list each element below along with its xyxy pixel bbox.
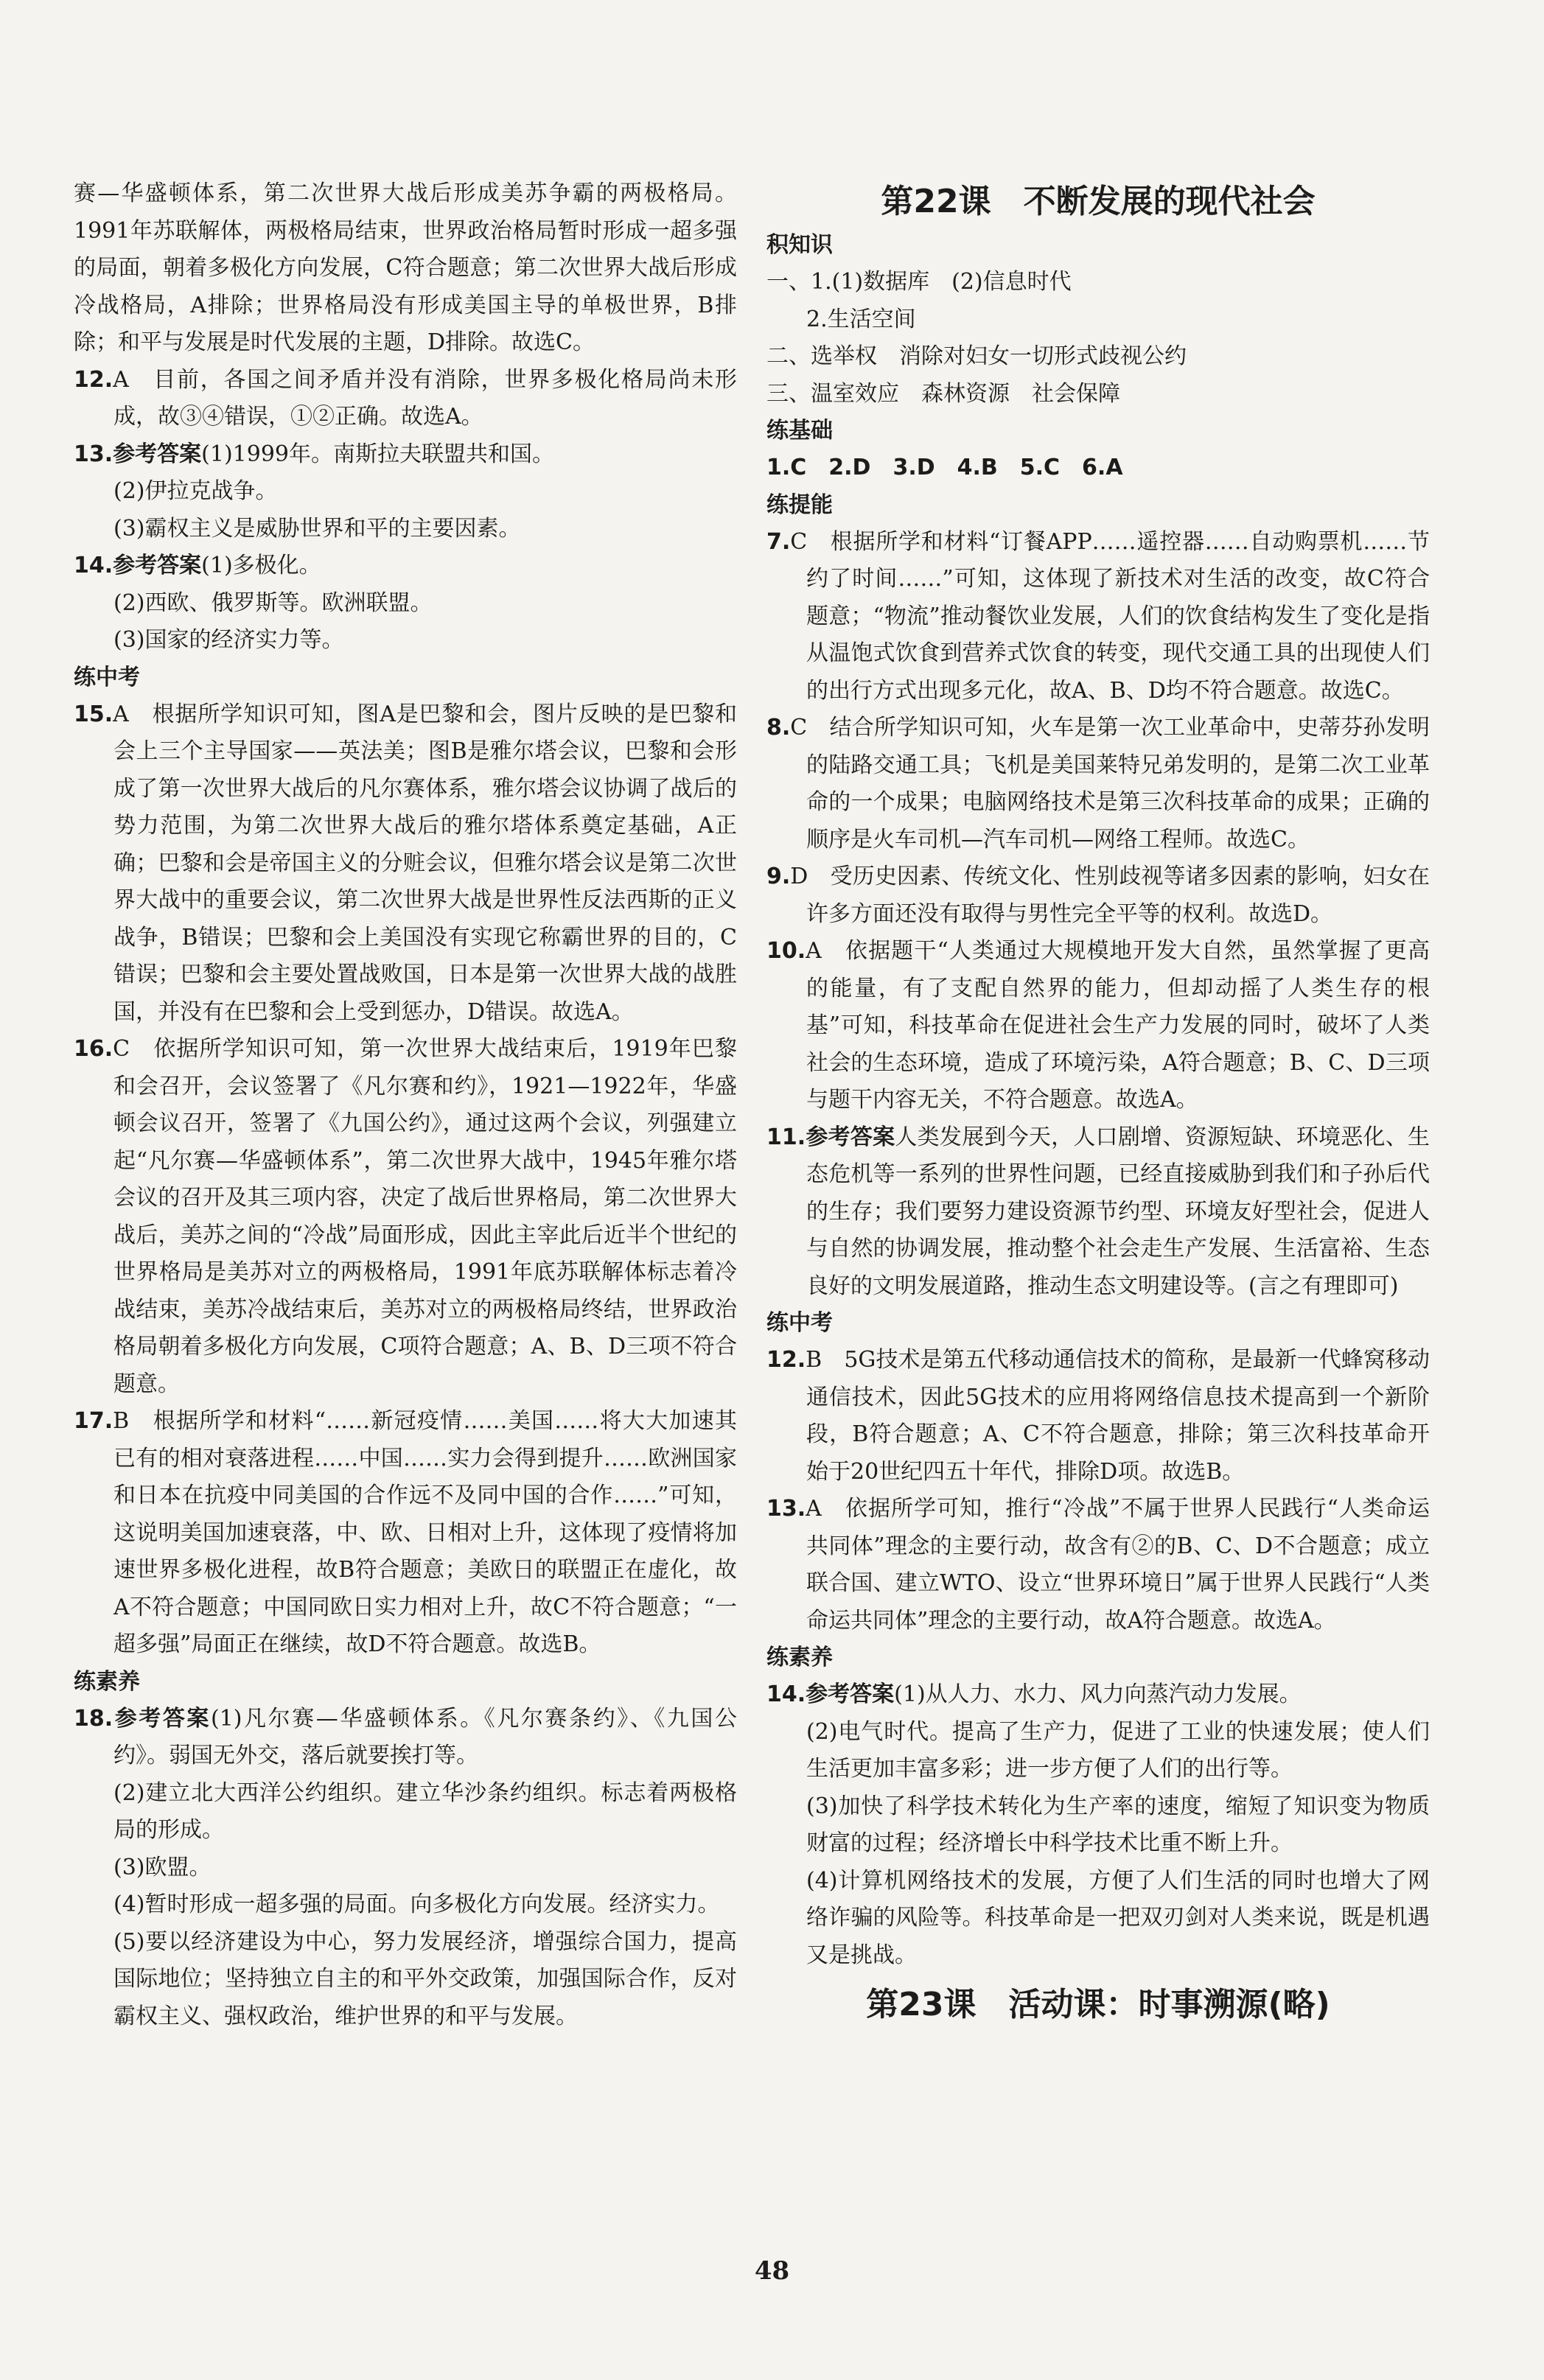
knowledge-line: 二、选举权 消除对妇女一切形式歧视公约 xyxy=(766,343,1187,369)
question-number: 12. xyxy=(766,1347,806,1373)
answer-line: (5)要以经济建设为中心，努力发展经济，增强综合国力，提高国际地位；坚持独立自主的和平外交政策，加强国际合作，反对霸权主义、强权政治，维护世界的和平与发展。 xyxy=(113,1928,737,2029)
answer-text: A 目前，各国之间矛盾并没有消除，世界多极化格局尚未形成，故③④错误，①②正确。故选A。 xyxy=(113,366,737,430)
answer-line: (4)暂时形成一超多强的局面。向多极化方向发展。经济实力。 xyxy=(113,1891,720,1917)
question-number: 17. xyxy=(74,1408,113,1434)
question-number: 10. xyxy=(766,938,806,964)
answer-line: (4)计算机网络技术的发展，方便了人们生活的同时也增大了网络诈骗的风险等。科技革命是一把双刃剑对人类来说，既是机遇又是挑战。 xyxy=(806,1867,1430,1968)
answer-line: (2)伊拉克战争。 xyxy=(113,478,278,504)
answer-line: (1)凡尔赛—华盛顿体系。《凡尔赛条约》、《九国公约》。弱国无外交，落后就要挨打等。 xyxy=(113,1705,737,1768)
answer-text: C 根据所学和材料“订餐APP……遥控器……自动购票机……节约了时间……”可知，这体现了新技术对生活的改变，故C符合题意；“物流”推动餐饮业发展，人们的饮食结构发生了变化是指从温饱式饮食到营养式饮食的转变，现代交通工具的出现使人们的出行方式出现多元化，故A、B、D均不符合题意。故选C。 xyxy=(790,528,1430,704)
answer-line: (1)从人力、水力、风力向蒸汽动力发展。 xyxy=(894,1681,1302,1707)
answer-text: A 依据所学可知，推行“冷战”不属于世界人民践行“人类命运共同体”理念的主要行动，故含有②的B、C、D不合题意；成立联合国、建立WTO、设立“世界环境日”属于世界人民践行“人类命运共同体”理念的主要行动，故A符合题意。故选A。 xyxy=(806,1496,1430,1634)
knowledge-line: 一、1.(1)数据库 (2)信息时代 xyxy=(766,269,1072,295)
section-heading-tineng: 练提能 xyxy=(766,491,833,518)
page-number: 48 xyxy=(754,2256,790,2286)
answer-13 xyxy=(766,1491,1430,1639)
answer-line: (3)加快了科学技术转化为生产率的速度，缩短了知识变为物质财富的过程；经济增长中科学技术比重不断上升。 xyxy=(806,1793,1430,1856)
answer-line: (3)欧盟。 xyxy=(113,1854,212,1880)
question-number: 9. xyxy=(766,864,791,889)
answer-text: B 5G技术是第五代移动通信技术的简称，是最新一代蜂窝移动通信技术，因此5G技术的应用将网络信息技术提高到一个新阶段，B符合题意；A、C不符合题意，排除；第三次科技革命开始于20世纪四五十年代，排除D项。故选B。 xyxy=(806,1347,1430,1485)
answer-8 xyxy=(766,710,1430,858)
knowledge-line: 三、温室效应 森林资源 社会保障 xyxy=(766,380,1120,407)
answer-line: (2)西欧、俄罗斯等。欧洲联盟。 xyxy=(113,589,433,616)
reference-answer-label: 参考答案 xyxy=(113,441,202,467)
question-number: 18. xyxy=(74,1705,113,1732)
answer-12 xyxy=(74,362,737,436)
answer-text: B 根据所学和材料“……新冠疫情……美国……将大大加速其已有的相对衰落进程……中国……实力会得到提升……欧洲国家和日本在抗疫中同美国的合作远不及同中国的合作……”可知，这说明美国加速衰落，中、欧、日相对上升，这体现了疫情将加速世界多极化进程，故B符合题意；美欧日的联盟正在虚化，故A不符合题意；中国同欧日实力相对上升，故C不符合题意；“一超多强”局面正在继续，故D不符合题意。故选B。 xyxy=(113,1408,737,1657)
question-number: 14. xyxy=(74,553,113,578)
section-heading-suyang: 练素养 xyxy=(766,1645,833,1670)
answer-9 xyxy=(766,858,1430,933)
right-column xyxy=(766,175,1430,2027)
reference-answer-label: 参考答案 xyxy=(806,1681,895,1707)
question-number: 14. xyxy=(766,1681,806,1707)
answer-15 xyxy=(74,696,737,1032)
section-heading-zhongkao: 练中考 xyxy=(766,1310,833,1336)
section-heading-jizhishi: 积知识 xyxy=(766,232,833,258)
answer-18 xyxy=(74,1701,737,1775)
answer-text: 人类发展到今天，人口剧增、资源短缺、环境恶化、生态危机等一系列的世界性问题，已经直接威胁到我们和子孙后代的生存；我们要努力建设资源节约型、环境友好型社会，促进人与自然的协调发展，推动整个社会走生产发展、生活富裕、生态良好的文明发展道路，推动生态文明建设等。(言之有理即可) xyxy=(806,1124,1431,1299)
answer-10 xyxy=(766,933,1430,1119)
answer-text: C 结合所学知识可知，火车是第一次工业革命中，史蒂芬孙发明的陆路交通工具；飞机是美国莱特兄弟发明的，是第二次工业革命的一个成果；电脑网络技术是第三次科技革命的成果；正确的顺序是火车司机—汽车司机—网络工程师。故选C。 xyxy=(790,715,1430,853)
reference-answer-label: 参考答案 xyxy=(113,1705,211,1732)
answer-16 xyxy=(74,1031,737,1403)
question-number: 15. xyxy=(74,701,113,727)
left-column xyxy=(74,175,737,2035)
lesson-23-title: 第23课 活动课：时事溯源(略) xyxy=(866,1986,1330,2023)
basic-answers: 1.C 2.D 3.D 4.B 5.C 6.A xyxy=(766,455,1123,480)
answer-12 xyxy=(766,1342,1430,1491)
answer-line: (2)建立北大西洋公约组织。建立华沙条约组织。标志着两极格局的形成。 xyxy=(113,1779,737,1843)
reference-answer-label: 参考答案 xyxy=(806,1124,895,1150)
question-number: 12. xyxy=(74,366,113,393)
answer-7 xyxy=(766,524,1430,710)
answer-line: (3)霸权主义是威胁世界和平的主要因素。 xyxy=(113,515,521,542)
answer-text: A 根据所学知识可知，图A是巴黎和会，图片反映的是巴黎和会上三个主导国家——英法美；图B是雅尔塔会议，巴黎和会形成了第一次世界大战后的凡尔赛体系，雅尔塔会议协调了战后的势力范围，为第二次世界大战后的雅尔塔体系奠定基础，A正确；巴黎和会是帝国主义的分赃会议，但雅尔塔会议是第二次世界大战中的重要会议，第二次世界大战是世界性反法西斯的正义战争，B错误；巴黎和会上美国没有实现它称霸世界的目的，C错误；巴黎和会主要处置战败国，日本是第一次世界大战的战胜国，并没有在巴黎和会上受到惩办，D错误。故选A。 xyxy=(113,701,737,1025)
question-number: 16. xyxy=(74,1036,113,1062)
answer-17 xyxy=(74,1403,737,1664)
answer-text: C 依据所学知识可知，第一次世界大战结束后，1919年巴黎和会召开，会议签署了《凡尔赛和约》，1921—1922年，华盛顿会议召开，签署了《九国公约》，通过这两个会议，列强建立起“凡尔赛—华盛顿体系”，第二次世界大战中，1945年雅尔塔会议的召开及其三项内容，决定了战后世界格局，第二次世界大战后，美苏之间的“冷战”局面形成，因此主宰此后近半个世纪的世界格局是美苏对立的两极格局，1991年底苏联解体标志着冷战结束，美苏冷战结束后，美苏对立的两极格局终结，世界政治格局朝着多极化方向发展，C项符合题意；A、B、D三项不符合题意。 xyxy=(113,1036,737,1397)
answer-line: (2)电气时代。提高了生产力，促进了工业的快速发展；使人们生活更加丰富多彩；进一步方便了人们的出行等。 xyxy=(806,1718,1430,1782)
section-heading-suyang: 练素养 xyxy=(74,1668,140,1695)
answer-14 xyxy=(766,1676,1430,1714)
question-number: 11. xyxy=(766,1124,806,1150)
continued-answer-text: 赛—华盛顿体系，第二次世界大战后形成美苏争霸的两极格局。1991年苏联解体，两极格局结束，世界政治格局暂时形成一超多强的局面，朝着多极化方向发展，C符合题意；第二次世界大战后形成冷战格局，A排除；世界格局没有形成美国主导的单极世界，B排除；和平与发展是时代发展的主题，D排除。故选C。 xyxy=(74,181,737,355)
knowledge-line: 2.生活空间 xyxy=(806,306,916,332)
question-number: 8. xyxy=(766,715,791,741)
answer-text: A 依据题干“人类通过大规模地开发大自然，虽然掌握了更高的能量，有了支配自然界的能力，但却动摇了人类生存的根基”可知，科技革命在促进社会生产力发展的同时，破坏了人类社会的生态环境，造成了环境污染，A符合题意；B、C、D三项与题干内容无关，不符合题意。故选A。 xyxy=(806,938,1430,1113)
answer-11 xyxy=(766,1119,1430,1306)
answer-line: (3)国家的经济实力等。 xyxy=(113,627,344,653)
answer-text: D 受历史因素、传统文化、性别歧视等诸多因素的影响，妇女在许多方面还没有取得与男性完全平等的权利。故选D。 xyxy=(790,864,1430,927)
question-number: 13. xyxy=(766,1496,806,1522)
question-number: 7. xyxy=(766,528,791,555)
section-heading-jichu: 练基础 xyxy=(766,418,833,444)
lesson-22-title: 第22课 不断发展的现代社会 xyxy=(881,183,1316,220)
answer-14 xyxy=(74,547,737,585)
answer-line: (1)1999年。南斯拉夫联盟共和国。 xyxy=(201,441,554,467)
answer-line: (1)多极化。 xyxy=(201,553,321,578)
question-number: 13. xyxy=(74,441,113,467)
answer-13 xyxy=(74,436,737,474)
reference-answer-label: 参考答案 xyxy=(113,553,202,578)
section-heading-zhongkao: 练中考 xyxy=(74,664,140,690)
